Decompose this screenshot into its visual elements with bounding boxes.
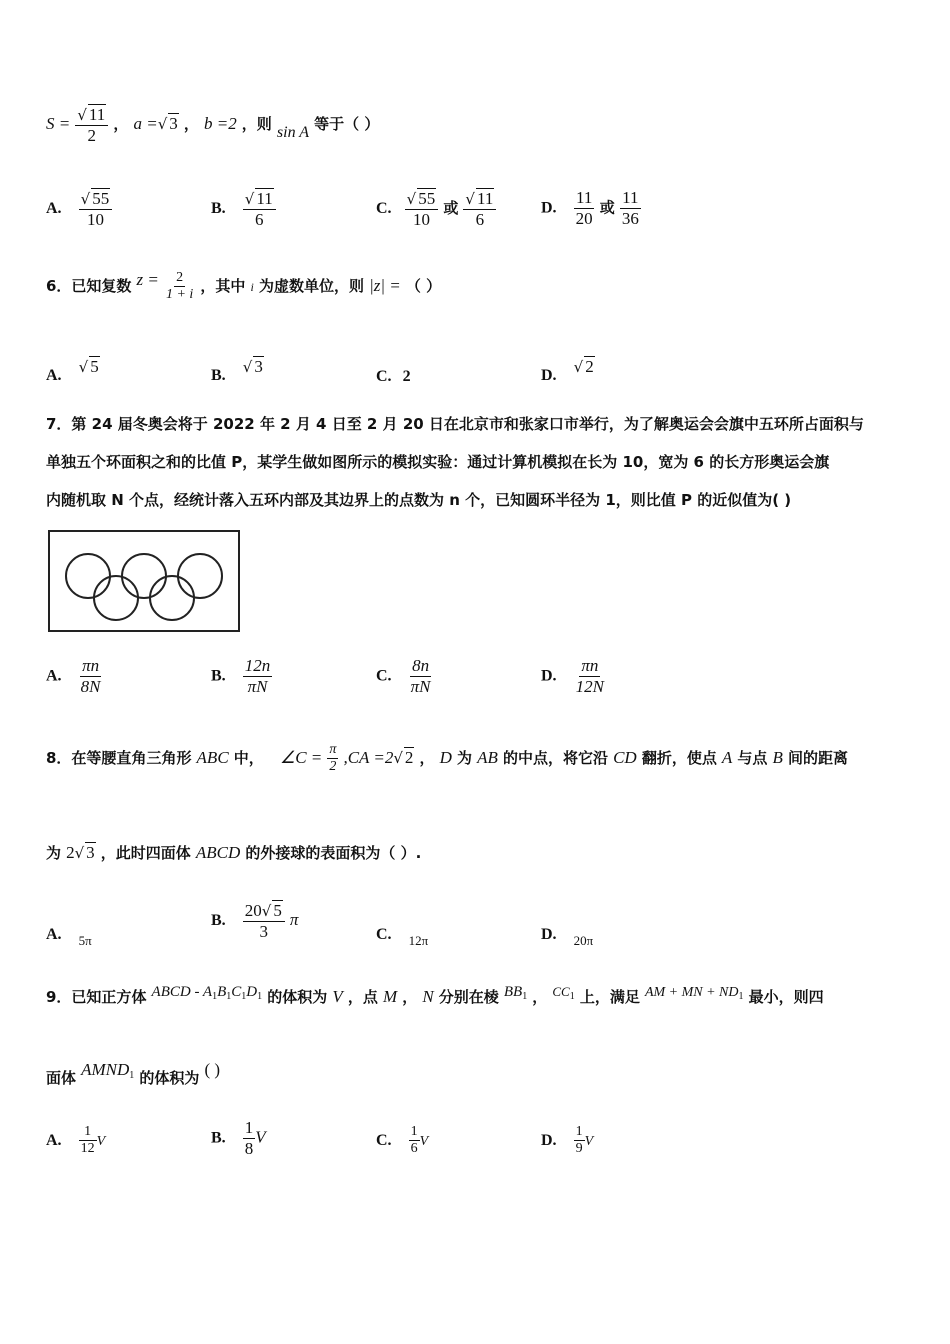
q5-option-b[interactable]: B. $\frac{√ 11}{6}$ <box>211 188 276 229</box>
q9-stem-line-2: 面体 $AMND_1$ 的体积为 ( ) <box>46 1060 221 1087</box>
q8-option-d[interactable]: D. $_{20\pi}$ <box>541 926 594 948</box>
q9-option-c[interactable]: C. $\frac{1}{6}$ V <box>376 1124 429 1157</box>
q5-s-eq: S = <box>46 114 71 134</box>
q9-stem-line-1: 9．已知正方体 ABCD - $A_1B_1C_1D_1$ 的体积为 V ，点 M ， N 分别在棱 $BB_1$ ， $^{CC_1}$ 上，满足 AM + MN + $ND_1$ 最小，则四 <box>46 984 824 1006</box>
q7-option-c[interactable]: C. $\frac{8n}{\pi N}$ <box>376 656 431 696</box>
q7-line-2: 单独五个环面积之和的比值 P，某学生做如图所示的模拟实验：通过计算机模拟在长为 10，宽为 6 的长方形奥运会旗 <box>46 453 830 471</box>
q6-option-a[interactable]: A. √ 5 <box>46 357 99 384</box>
ring-4 <box>94 576 138 620</box>
ring-3 <box>178 554 222 598</box>
q7-option-a[interactable]: A. $\frac{\pi n}{8N}$ <box>46 656 101 696</box>
q6-option-d[interactable]: D. √ 2 <box>541 357 594 384</box>
q7-option-d[interactable]: D. $\frac{\pi n}{12N}$ <box>541 656 604 696</box>
q5-option-d[interactable]: D. $\frac{11}{20}$ 或 $\frac{11}{36}$ <box>541 188 639 228</box>
q5-s-frac: $\frac{√ 11}{2}$ <box>75 104 108 145</box>
ring-2 <box>122 554 166 598</box>
q7-option-b[interactable]: B. $\frac{12n}{\pi N}$ <box>211 656 271 696</box>
q7-line-1: 7．第 24 届冬奥会将于 2022 年 2 月 4 日至 2 月 20 日在北京市和张家口市举行，为了解奥运会会旗中五环所占面积与 <box>46 415 864 433</box>
q8-stem-line-2: 为 2√ 3 ，此时四面体 ABCD 的外接球的表面积为（ ）. <box>46 843 422 862</box>
q8-option-b[interactable]: B. $\frac{20√ 5}{3}$ π <box>211 901 299 941</box>
ring-1 <box>66 554 110 598</box>
q9-option-a[interactable]: A. $\frac{1}{12}$ V <box>46 1124 106 1157</box>
q9-option-b[interactable]: B. $\frac{1}{8}$ V <box>211 1118 266 1158</box>
ring-5 <box>150 576 194 620</box>
q7-line-3: 内随机取 N 个点，经统计落入五环内部及其边界上的点数为 n 个，已知圆环半径为 1，则比值 P 的近似值为( ) <box>46 491 792 509</box>
q8-option-c[interactable]: C. $_{12\pi}$ <box>376 926 429 948</box>
q6-option-c[interactable]: C. 2 <box>376 368 411 385</box>
q6-option-b[interactable]: B. √ 3 <box>211 357 263 384</box>
q5-stem: S = $\frac{√ 11}{2}$ ， a =√ 3 ， b =2 ，则 sin A 等于（ ） <box>46 105 380 145</box>
q8-option-a[interactable]: A. $_{5\pi}$ <box>46 926 92 948</box>
q5-option-a[interactable]: A. $\frac{√ 55}{10}$ <box>46 188 112 229</box>
flag-rectangle <box>49 531 239 631</box>
q6-stem: 6．已知复数 z = $\frac{2}{1 + i}$ ，其中 i 为虚数单位，则 |z| = （ ） <box>46 270 442 303</box>
q9-option-d[interactable]: D. $\frac{1}{9}$ V <box>541 1124 594 1157</box>
q8-stem-line-1: 8．在等腰直角三角形 ABC 中， ∠C = $\frac{\pi}{2}$ ,CA =2√ 2 ， D 为 AB 的中点，将它沿 CD 翻折，使点 A 与点 B 间的距离 <box>46 742 849 775</box>
q5-option-c[interactable]: C. $\frac{√ 55}{10}$ 或 $\frac{√ 11}{6}$ <box>376 188 496 229</box>
olympic-rings-figure <box>46 528 242 634</box>
